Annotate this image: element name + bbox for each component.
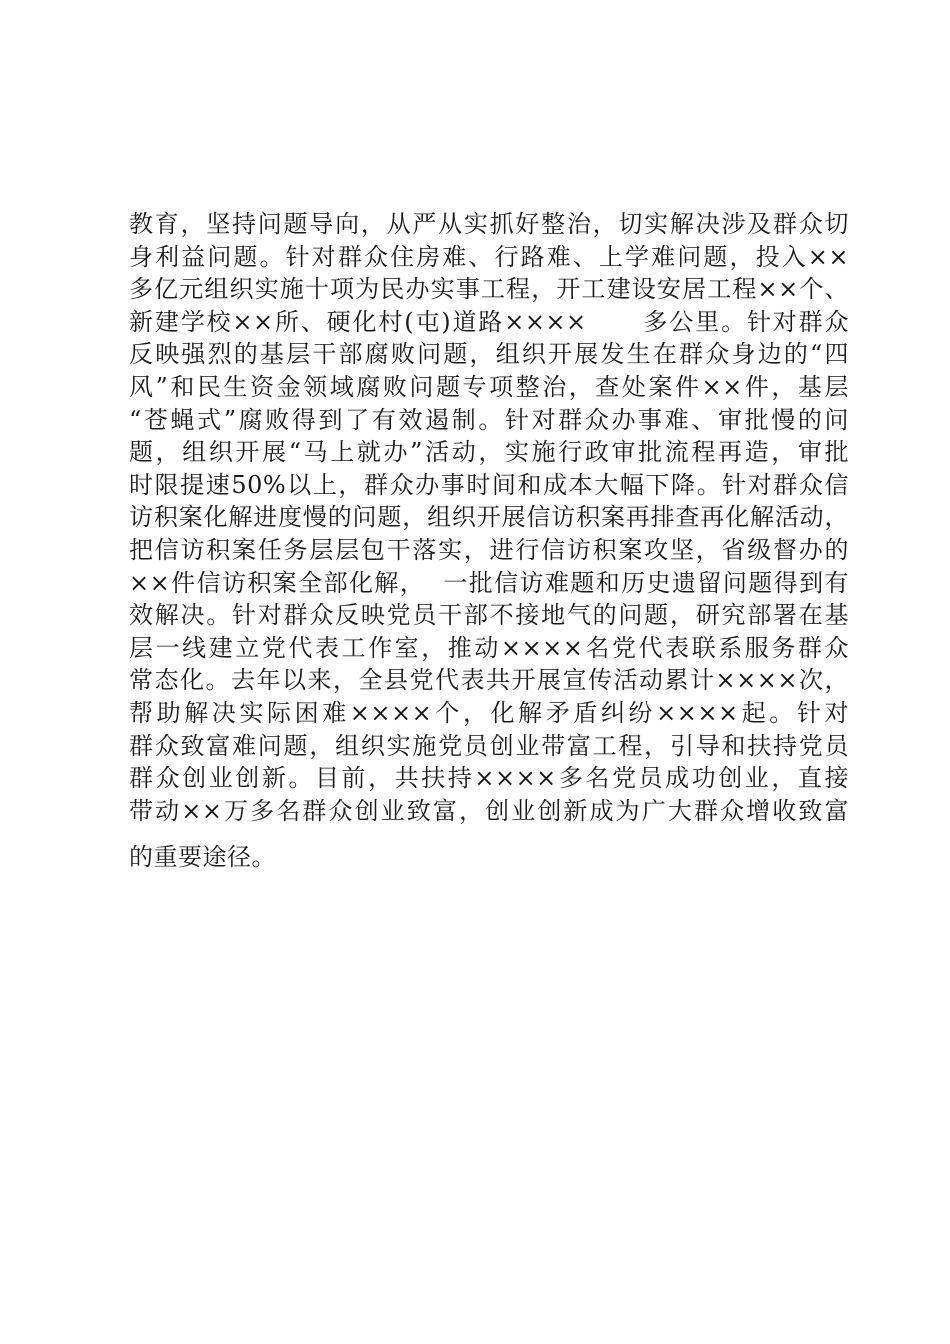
text-line: 身利益问题。针对群众住房难、行路难、上学难问题，投入×× xyxy=(129,242,849,271)
text-line: 效解决。针对群众反映党员干部不接地气的问题，研究部署在基 xyxy=(129,601,849,630)
text-line: “苍蝇式”腐败得到了有效遏制。针对群众办事难、审批慢的问 xyxy=(129,405,849,434)
text-line: 新建学校××所、硬化村(屯)道路×××× 多公里。针对群众 xyxy=(129,307,849,336)
text-line: 时限提速50%以上，群众办事时间和成本大幅下降。针对群众信 xyxy=(129,470,849,499)
text-line: 常态化。去年以来，全县党代表共开展宣传活动累计××××次， xyxy=(129,666,849,695)
text-line: 带动××万多名群众创业致富，创业创新成为广大群众增收致富 xyxy=(129,796,849,825)
body-paragraph xyxy=(129,208,849,874)
text-line: ××件信访积案全部化解， 一批信访难题和历史遗留问题得到有 xyxy=(129,568,849,597)
text-line: 群众致富难问题，组织实施党员创业带富工程，引导和扶持党员 xyxy=(129,731,849,760)
text-line: 反映强烈的基层干部腐败问题，组织开展发生在群众身边的“四 xyxy=(129,340,849,369)
text-line: 访积案化解进度慢的问题，组织开展信访积案再排查再化解活动， xyxy=(129,503,849,532)
text-line-final: 的重要途径。 xyxy=(129,843,276,872)
text-line: 题，组织开展“马上就办”活动，实施行政审批流程再造，审批 xyxy=(129,438,849,467)
text-line: 把信访积案任务层层包干落实，进行信访积案攻坚，省级督办的 xyxy=(129,535,849,564)
text-line: 教育，坚持问题导向，从严从实抓好整治，切实解决涉及群众切 xyxy=(129,210,849,238)
text-line: 多亿元组织实施十项为民办实事工程，开工建设安居工程××个、 xyxy=(129,275,849,304)
text-line: 帮助解决实际困难××××个，化解矛盾纠纷××××起。针对 xyxy=(129,698,849,727)
text-line: 群众创业创新。目前，共扶持××××多名党员成功创业，直接 xyxy=(129,764,849,793)
text-line: 风”和民生资金领域腐败问题专项整治，查处案件××件，基层 xyxy=(129,372,849,401)
text-line: 层一线建立党代表工作室，推动××××名党代表联系服务群众 xyxy=(129,633,849,662)
